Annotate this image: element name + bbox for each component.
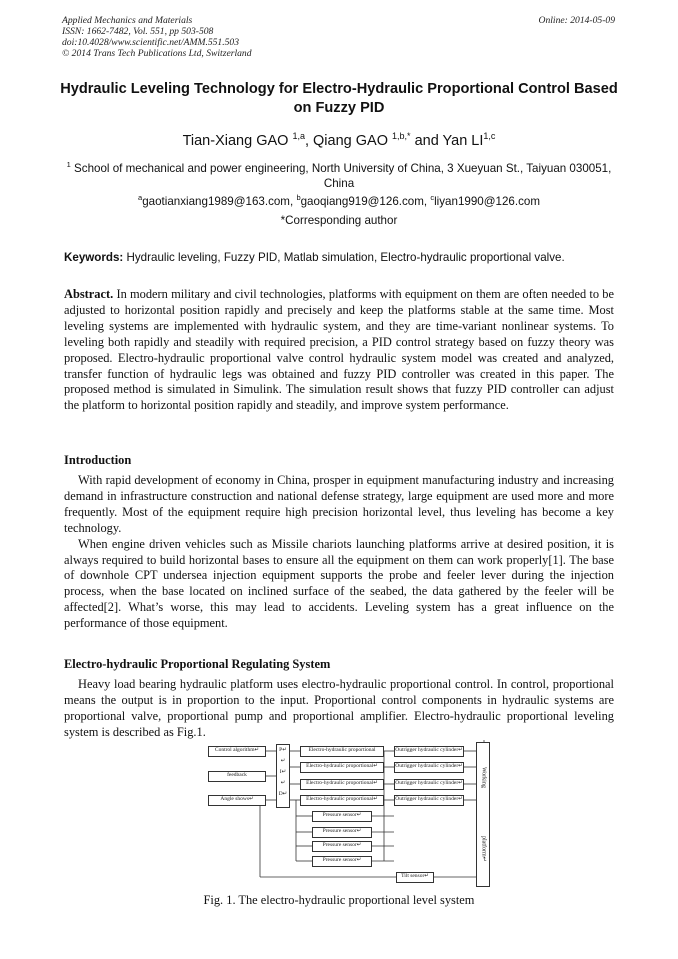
email-link[interactable]: gaotianxiang1989@163.com, <box>142 194 294 208</box>
keywords-text: Hydraulic leveling, Fuzzy PID, Matlab simulation, Electro-hydraulic proportional valve. <box>126 251 565 264</box>
copyright-line: © 2014 Trans Tech Publications Ltd, Switzerland <box>62 48 252 59</box>
pid-label: ↵ <box>280 758 286 764</box>
email-link[interactable]: liyan1990@126.com <box>434 194 540 208</box>
email-link[interactable]: gaoqiang919@126.com, <box>300 194 428 208</box>
diagram-box-control-algorithm: Control algorithm↵ <box>208 746 266 757</box>
figure-caption: Fig. 1. The electro-hydraulic proportional level system <box>203 893 475 907</box>
section-heading-introduction: Introduction <box>64 453 132 467</box>
diagram-box-outrigger-cylinder: Outrigger hydraulic cylinder↵ <box>394 779 464 790</box>
figure-1-diagram <box>200 740 490 890</box>
pid-label: P↵ <box>279 747 287 753</box>
diagram-box-proportional-valve: Electro-hydraulic proportional↵ <box>300 795 384 806</box>
diagram-box-feedback: feedback <box>208 771 266 782</box>
working-label: Working <box>480 767 487 788</box>
diagram-box-proportional-valve: Electro-hydraulic proportional <box>300 746 384 757</box>
corresponding-author-note: *Corresponding author <box>280 214 398 227</box>
issn-line: ISSN: 1662-7482, Vol. 551, pp 503-508 <box>62 26 214 37</box>
diagram-box-proportional-valve: Electro-hydraulic proportional↵ <box>300 779 384 790</box>
abstract <box>64 287 614 414</box>
author-sup: 1,a <box>292 131 305 141</box>
section-heading-electro-hydraulic: Electro-hydraulic Proportional Regulating System <box>64 657 331 671</box>
introduction-body <box>64 473 614 632</box>
diagram-box-pressure-sensor: Pressure sensor↵ <box>312 856 372 867</box>
section2-body <box>64 677 614 741</box>
diagram-box-pressure-sensor: Pressure sensor↵ <box>312 827 372 838</box>
email-sup: c <box>430 193 435 202</box>
platform-label: platform↵ <box>480 836 487 862</box>
paragraph: Heavy load bearing hydraulic platform uses electro-hydraulic proportional control. In control, proportional means the output is in proportion to the input. Proportional control components in hydraulic systems are proportional valve, proportional pump and proportional amplifier. Electro-hydraulic proportional leveling system is described as Fig.1. <box>64 677 614 739</box>
diagram-box-outrigger-cylinder: Outrigger hydraulic cylinder↵ <box>394 762 464 773</box>
pid-label: ↵ <box>280 780 286 786</box>
email-list <box>60 193 618 208</box>
online-date: Online: 2014-05-09 <box>538 15 615 26</box>
affiliation <box>64 157 614 191</box>
author-list: Tian-Xiang GAO $^{1,a}$, Qiang GAO $^{1,b,*}$ and Yan LI$^{1,c}$ <box>182 131 496 149</box>
journal-name: Applied Mechanics and Materials <box>62 15 193 26</box>
diagram-box-tilt-sensor: Tilt sensor↵ <box>396 872 434 883</box>
diagram-box-outrigger-cylinder: Outrigger hydraulic cylinder↵ <box>394 746 464 757</box>
paper-title: Hydraulic Leveling Technology for Electro-Hydraulic Proportional Control Based on Fuzzy PID <box>60 81 618 116</box>
diagram-box-angle-shows: Angle shows↵ <box>208 795 266 806</box>
pid-label: I↵ <box>279 769 287 775</box>
abstract-text: In modern military and civil technologies, platforms with equipment on them are often needed to be adjusted to horizontal position rapidly and precisely and keep the platforms stable at the same time. Most leveling systems are implemented with hydraulic system, and they are time-variant nonlinear systems. To leveling both rapidly and steadily with required precision, a PID control strategy based on fuzzy theory was proposed. Electro-hydraulic proportional valve control hydraulic system model was created and analyzed, transfer function of hydraulic legs was obtained and fuzzy PID controller was created in this paper. The proposed method is simulated in Simulink. The simulation result shows that fuzzy PID controller can adjust the platform to horizontal position rapidly and steadily, and improve system performance. <box>64 287 614 413</box>
author-name: Tian-Xiang GAO <box>182 132 289 149</box>
author-name: Qiang GAO <box>313 132 388 149</box>
email-sup: a <box>138 193 143 202</box>
keywords <box>64 251 616 264</box>
affiliation-text: School of mechanical and power engineering, North University of China, 3 Xueyuan St., Taiyuan 030051, China <box>74 161 612 190</box>
abstract-label: Abstract. <box>64 287 114 301</box>
email-sup: b <box>296 193 301 202</box>
keywords-label: Keywords: <box>64 251 124 264</box>
journal-header <box>62 15 252 59</box>
author-name: Yan LI <box>442 132 484 149</box>
author-sup: 1,b,* <box>392 131 411 141</box>
affiliation-sup: 1 <box>66 160 71 169</box>
diagram-box-pressure-sensor: Pressure sensor↵ <box>312 811 372 822</box>
diagram-box-pid <box>276 744 290 808</box>
diagram-box-proportional-valve: Electro-hydraulic proportional↵ <box>300 762 384 773</box>
doi-line: doi:10.4028/www.scientific.net/AMM.551.503 <box>62 37 240 48</box>
paragraph: With rapid development of economy in China, prosper in equipment manufacturing industry and increasing demand in infrastructure construction and national defense strategy, large equipment are used more and more frequently. Most of the equipment require high precision horizontal level, thus leveling has become a key technology. <box>64 473 614 535</box>
diagram-box-pressure-sensor: Pressure sensor↵ <box>312 841 372 852</box>
author-sup: 1,c <box>483 131 496 141</box>
author-and: and <box>414 132 439 149</box>
diagram-box-working-platform <box>476 742 490 887</box>
pid-label: D↵ <box>278 791 288 797</box>
diagram-box-outrigger-cylinder: Outrigger hydraulic cylinder↵ <box>394 795 464 806</box>
paragraph: When engine driven vehicles such as Missile chariots launching platforms arrive at desired position, it is always required to build horizontal bases to ensure all the equipment on them can work properly[1]. The base of downhole CPT undersea injection equipment supports the probe and feeler lever during the injection process, when the base located on inclined surface of the seabed, the data gathered by the feeler will be affected[2]. What’s worse, this may lead to accidents. Leveling system has a great influence on the performance of those equipment. <box>64 536 614 631</box>
